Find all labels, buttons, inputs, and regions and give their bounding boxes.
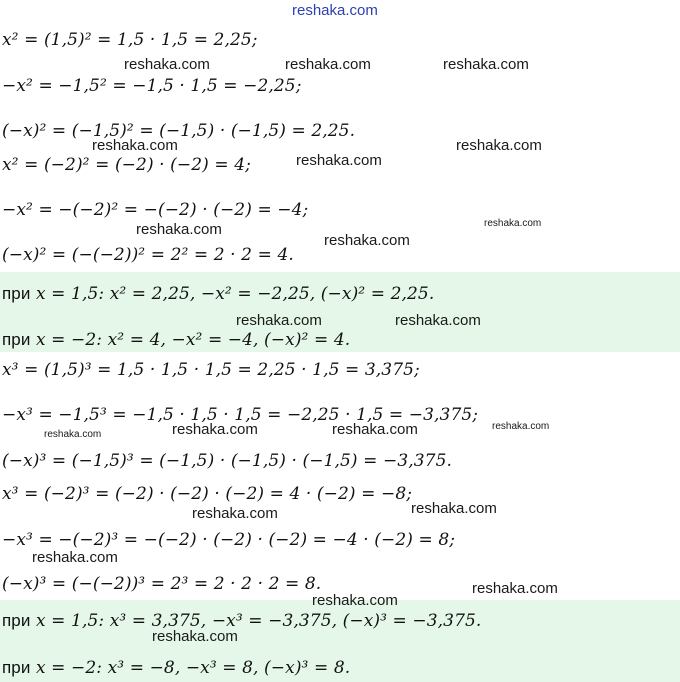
- equation-line: x² = (1,5)² = 1,5 · 1,5 = 2,25;: [2, 30, 258, 50]
- conclusion-word: при: [2, 611, 31, 630]
- equation-line: −x³ = −1,5³ = −1,5 · 1,5 · 1,5 = −2,25 · 1,5 = −3,375;: [2, 405, 479, 425]
- equation-line: −x² = −1,5² = −1,5 · 1,5 = −2,25;: [2, 76, 302, 96]
- watermark: reshaka.com: [395, 312, 481, 329]
- equation-line: −x² = −(−2)² = −(−2) · (−2) = −4;: [2, 200, 309, 220]
- watermark-top: reshaka.com: [292, 2, 378, 19]
- watermark: reshaka.com: [411, 500, 497, 517]
- watermark: reshaka.com: [32, 549, 118, 566]
- conclusion-text: x = −2: x² = 4, −x² = −4, (−x)² = 4.: [35, 330, 351, 350]
- conclusion-line: [2, 284, 434, 304]
- equation-line: x² = (−2)² = (−2) · (−2) = 4;: [2, 155, 252, 175]
- watermark: reshaka.com: [136, 221, 222, 238]
- watermark: reshaka.com: [456, 137, 542, 154]
- watermark: reshaka.com: [236, 312, 322, 329]
- conclusion-line: [2, 611, 481, 631]
- conclusion-line: [2, 658, 350, 678]
- equation-line: x³ = (1,5)³ = 1,5 · 1,5 · 1,5 = 2,25 · 1,5 = 3,375;: [2, 360, 420, 380]
- conclusion-text: x = 1,5: x³ = 3,375, −x³ = −3,375, (−x)³ = −3,375.: [35, 611, 482, 631]
- equation-line: x³ = (−2)³ = (−2) · (−2) · (−2) = 4 · (−2) = −8;: [2, 484, 413, 504]
- watermark: reshaka.com: [443, 56, 529, 73]
- watermark: reshaka.com: [152, 628, 238, 645]
- watermark: reshaka.com: [492, 421, 550, 432]
- equation-line: −x³ = −(−2)³ = −(−2) · (−2) · (−2) = −4 · (−2) = 8;: [2, 530, 456, 550]
- watermark: reshaka.com: [172, 421, 258, 438]
- watermark: reshaka.com: [44, 429, 102, 440]
- watermark: reshaka.com: [312, 592, 398, 609]
- conclusion-text: x = 1,5: x² = 2,25, −x² = −2,25, (−x)² = 2,25.: [35, 284, 435, 304]
- watermark: reshaka.com: [296, 152, 382, 169]
- equation-line: (−x)² = (−1,5)² = (−1,5) · (−1,5) = 2,25.: [2, 121, 356, 141]
- equation-line: (−x)³ = (−(−2))³ = 2³ = 2 · 2 · 2 = 8.: [2, 574, 322, 594]
- conclusion-word: при: [2, 284, 31, 303]
- watermark: reshaka.com: [324, 232, 410, 249]
- conclusion-word: при: [2, 658, 31, 677]
- watermark: reshaka.com: [285, 56, 371, 73]
- equation-line: (−x)² = (−(−2))² = 2² = 2 · 2 = 4.: [2, 245, 294, 265]
- watermark: reshaka.com: [332, 421, 418, 438]
- conclusion-line: [2, 330, 350, 350]
- conclusion-text: x = −2: x³ = −8, −x³ = 8, (−x)³ = 8.: [35, 658, 351, 678]
- watermark: reshaka.com: [124, 56, 210, 73]
- watermark: reshaka.com: [472, 580, 558, 597]
- conclusion-block-squares: [0, 272, 680, 352]
- conclusion-block-cubes: [0, 600, 680, 682]
- watermark: reshaka.com: [92, 137, 178, 154]
- conclusion-word: при: [2, 330, 31, 349]
- watermark: reshaka.com: [192, 505, 278, 522]
- watermark: reshaka.com: [484, 218, 542, 229]
- equation-line: (−x)³ = (−1,5)³ = (−1,5) · (−1,5) · (−1,5) = −3,375.: [2, 451, 452, 471]
